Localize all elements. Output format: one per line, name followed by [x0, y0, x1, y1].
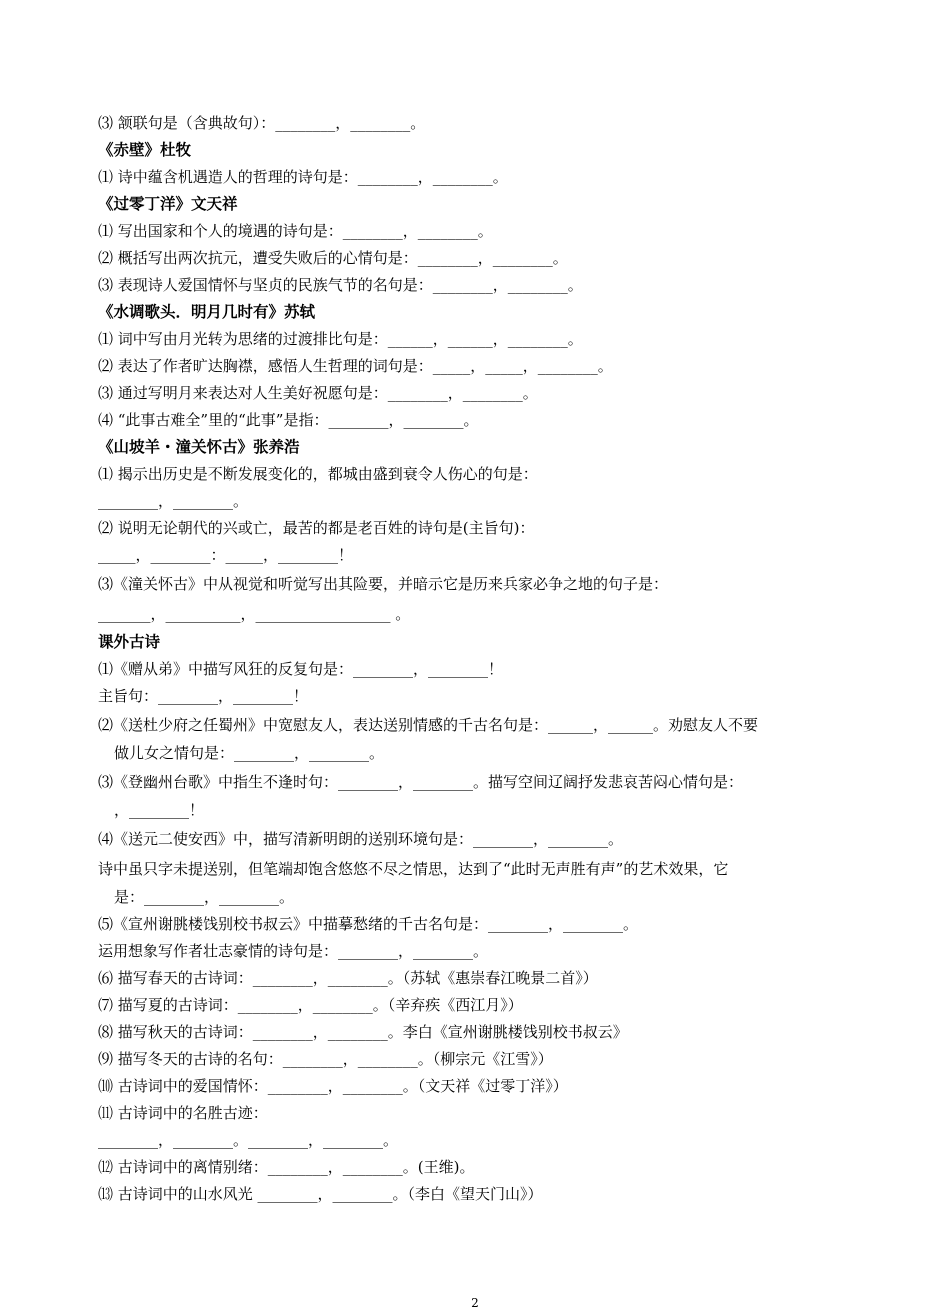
- text-line: ⑵ 概括写出两次抗元，遭受失败后的心情句是：________，________。: [98, 249, 568, 267]
- text-line: ⑶ 通过写明月来表达对人生美好祝愿句是：________，________。: [98, 384, 538, 402]
- text-line: 做儿女之情句是：________，________。: [114, 744, 385, 762]
- text-line: ________，________。________，________。: [98, 1131, 399, 1149]
- section-heading: 《过零丁洋》文天祥: [98, 195, 238, 213]
- section-heading: 《水调歌头．明月几时有》苏轼: [98, 303, 316, 321]
- text-line: ⑹ 描写春天的古诗词：________，________。（苏轼《惠崇春江晚景二首》）: [98, 969, 598, 987]
- text-line: ⑴ 写出国家和个人的境遇的诗句是：________，________。: [98, 222, 493, 240]
- page-number: 2: [471, 1296, 479, 1310]
- text-line: ⑶《登幽州台歌》中指生不逢时句：________，________。描写空间辽阔抒发悲哀苦闷心情句是：: [98, 773, 744, 791]
- text-line: ⑴ 词中写由月光转为思绪的过渡排比句是：______，______，________。: [98, 330, 583, 348]
- text-line: 诗中虽只字未提送别，但笔端却饱含悠悠不尽之情思，达到了“此时无声胜有声”的艺术效果，它: [98, 860, 729, 878]
- text-line: ⑶ 表现诗人爱国情怀与坚贞的民族气节的名句是：________，________。: [98, 276, 583, 294]
- text-line: ⑸《宣州谢朓楼饯别校书叔云》中描摹愁绪的千古名句是：________，________。: [98, 915, 639, 933]
- text-line: ⑵ 表达了作者旷达胸襟，感悟人生哲理的词句是：_____，_____，________。: [98, 357, 613, 375]
- text-line: ⑺ 描写夏的古诗词：________，________。（辛弃疾《西江月》）: [98, 996, 523, 1014]
- text-line: ⑵《送杜少府之任蜀州》中宽慰友人，表达送别情感的千古名句是：______，______。劝慰友人不要: [98, 716, 759, 734]
- text-line: ⑷ “此事古难全”里的“此事”是指：________，________。: [98, 411, 479, 429]
- document-body: [98, 110, 858, 1208]
- text-line: _______，__________，__________________ 。: [98, 605, 411, 623]
- text-line: 是：________，________。: [114, 888, 295, 906]
- text-line: 主旨句：________，________！: [98, 687, 309, 705]
- text-line: ⑵ 说明无论朝代的兴或亡，最苦的都是老百姓的诗句是(主旨句)：: [98, 519, 535, 537]
- text-line: ⑷《送元二使安西》中，描写清新明朗的送别环境句是：________，________。: [98, 830, 624, 848]
- text-line: ⑶ 颔联句是（含典故句）：________，________。: [98, 114, 426, 132]
- text-line: ⑴ 揭示出历史是不断发展变化的，都城由盛到衰令人伤心的句是：: [98, 465, 538, 483]
- text-line: ⒀ 古诗词中的山水风光 ________，________。（李白《望天门山》）: [98, 1185, 543, 1203]
- text-line: ，________！: [114, 801, 205, 819]
- section-heading: 《赤壁》杜牧: [98, 141, 192, 159]
- text-line: ⑿ 古诗词中的离情别绪：________，________。(王维)。: [98, 1158, 475, 1176]
- text-line: _____，________：_____，________！: [98, 546, 354, 564]
- text-line: ⑻ 描写秋天的古诗词：________，________。李白《宣州谢朓楼饯别校书叔云》: [98, 1023, 628, 1041]
- text-line: ⑶《潼关怀古》中从视觉和听觉写出其险要，并暗示它是历来兵家必争之地的句子是：: [98, 575, 669, 593]
- text-line: ⑽ 古诗词中的爱国情怀：________，________。（文天祥《过零丁洋》）: [98, 1077, 568, 1095]
- section-heading: 《山坡羊・潼关怀古》张养浩: [98, 438, 300, 456]
- text-line: ⑾ 古诗词中的名胜古迹：: [98, 1104, 268, 1122]
- text-line: ⑴《赠从弟》中描写风狂的反复句是：________，________！: [98, 660, 504, 678]
- text-line: 运用想象写作者壮志豪情的诗句是：________，________。: [98, 942, 489, 960]
- section-heading: 课外古诗: [98, 633, 161, 651]
- text-line: ⑼ 描写冬天的古诗的名句：________，________。（柳宗元《江雪》）: [98, 1050, 553, 1068]
- text-line: ⑴ 诗中蕴含机遇造人的哲理的诗句是：________，________。: [98, 168, 508, 186]
- text-line: ________，________。: [98, 492, 249, 510]
